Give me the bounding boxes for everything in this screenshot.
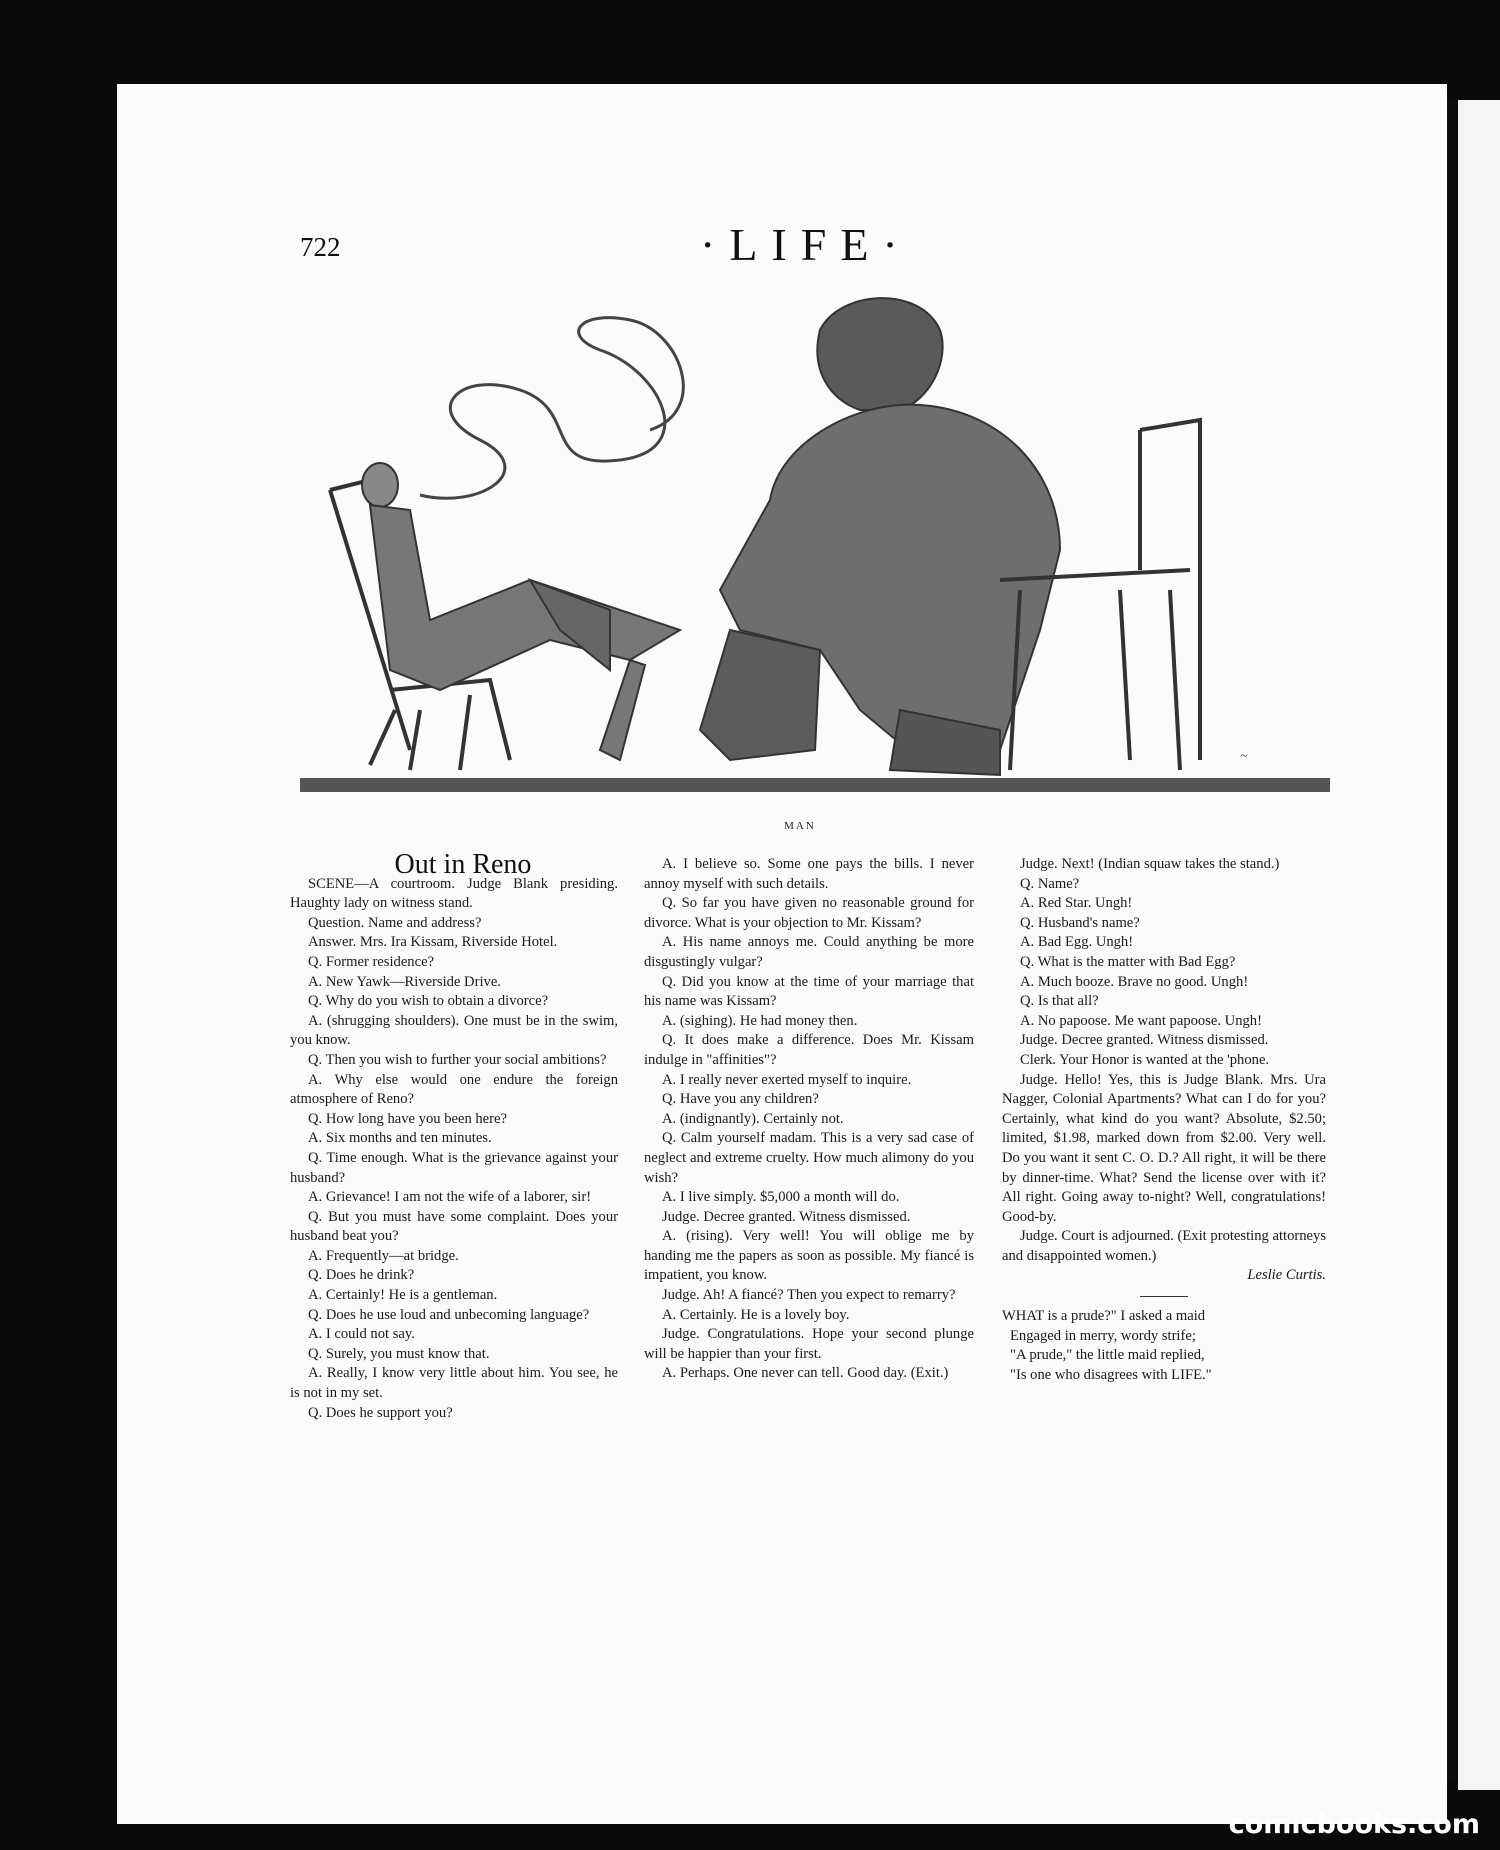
paragraph: A. Frequently—at bridge. xyxy=(308,1247,459,1264)
paragraph: Q. Does he use loud and unbecoming language? xyxy=(308,1306,590,1323)
column-2-text xyxy=(644,855,974,1384)
paragraph: Q. But you must have some complaint. Does your husband beat you? xyxy=(290,1208,618,1245)
paragraph: Question. Name and address? xyxy=(308,914,482,931)
article-title: Out in Reno xyxy=(394,849,532,880)
section-divider xyxy=(1140,1296,1188,1297)
seated-thin-man xyxy=(362,463,680,760)
paragraph: A. Much booze. Brave no good. Ungh! xyxy=(1020,973,1249,990)
paragraph: A. Red Star. Ungh! xyxy=(1020,895,1133,912)
paragraph: A. No papoose. Me want papoose. Ungh! xyxy=(1020,1012,1262,1029)
paragraph: A. His name annoys me. Could anything be more disgustingly vulgar? xyxy=(644,934,974,970)
paragraph: Q. Then you wish to further your social ambitions? xyxy=(308,1051,607,1068)
paragraph: A. New Yawk—Riverside Drive. xyxy=(308,973,501,990)
article-author: Leslie Curtis. xyxy=(1247,1267,1326,1284)
paragraph: Q. How long have you been here? xyxy=(308,1110,507,1127)
paragraph: Q. It does make a difference. Does Mr. Kissam indulge in "affinities"? xyxy=(644,1032,974,1068)
paragraph: Q. Name? xyxy=(1020,875,1080,892)
article-column-2 xyxy=(644,855,974,1384)
paragraph: Answer. Mrs. Ira Kissam, Riverside Hotel. xyxy=(308,934,558,951)
magazine-masthead: ·LIFE· xyxy=(700,219,912,270)
paragraph: A. (sighing). He had money then. xyxy=(662,1012,858,1029)
paragraph: Judge. Next! (Indian squaw takes the stand.) xyxy=(1020,856,1280,872)
paragraph: Q. Why do you wish to obtain a divorce? xyxy=(308,993,549,1010)
paragraph: A. Certainly! He is a gentleman. xyxy=(308,1287,498,1304)
poem-line: Engaged in merry, wordy strife; xyxy=(1010,1327,1196,1344)
paragraph: A. (rising). Very well! You will oblige me by handing me the papers as soon as possible. My fiancé is impatient, you know. xyxy=(644,1228,974,1284)
paragraph: A. Bad Egg. Ungh! xyxy=(1020,934,1134,951)
paragraph: Q. Does he drink? xyxy=(308,1267,415,1284)
cartoon-illustration xyxy=(300,290,1330,810)
artist-signature: ~ xyxy=(1240,749,1248,764)
paragraph: A. I could not say. xyxy=(308,1326,415,1343)
paragraph: Judge. Congratulations. Hope your second plunge will be happier than your first. xyxy=(644,1326,974,1362)
floor xyxy=(300,778,1330,792)
paragraph: A. Six months and ten minutes. xyxy=(308,1130,492,1147)
poem-line: "Is one who disagrees with LIFE." xyxy=(1010,1366,1212,1383)
column-3-text xyxy=(1002,855,1326,1266)
paragraph: Q. Is that all? xyxy=(1020,993,1099,1010)
paragraph: Q. Calm yourself madam. This is a very sad case of neglect and extreme cruelty. How much alimony do you wish? xyxy=(644,1130,974,1186)
paragraph: A. I live simply. $5,000 a month will do. xyxy=(662,1189,900,1206)
paragraph: Judge. Ah! A fiancé? Then you expect to remarry? xyxy=(662,1287,956,1304)
poem-line: "A prude," the little maid replied, xyxy=(1010,1347,1205,1364)
seated-large-man xyxy=(700,298,1060,775)
paragraph: Judge. Decree granted. Witness dismissed. xyxy=(662,1208,911,1225)
paragraph: A. (shrugging shoulders). One must be in the swim, you know. xyxy=(290,1012,618,1049)
poem-line: WHAT is a prude?" I asked a maid xyxy=(1002,1308,1206,1325)
article-column-3 xyxy=(1002,855,1326,1385)
column-1-text xyxy=(290,875,618,1424)
paragraph: Q. What is the matter with Bad Egg? xyxy=(1020,953,1236,970)
paragraph: A. Why else would one endure the foreign atmosphere of Reno? xyxy=(290,1071,618,1108)
watermark: comicbooks.com xyxy=(1228,1809,1480,1840)
paragraph: A. Grievance! I am not the wife of a laborer, sir! xyxy=(308,1189,592,1206)
paragraph: A. Perhaps. One never can tell. Good day. (Exit.) xyxy=(662,1365,949,1382)
illustration-caption: MAN xyxy=(784,820,816,832)
paragraph: Clerk. Your Honor is wanted at the 'phone. xyxy=(1020,1051,1270,1068)
paragraph: SCENE—A courtroom. Judge Blank presiding. Haughty lady on witness stand. xyxy=(290,875,618,912)
article-column-1 xyxy=(290,849,618,1423)
paragraph: A. I really never exerted myself to inquire. xyxy=(662,1071,912,1088)
cigarette-smoke xyxy=(420,318,683,499)
paragraph: Q. So far you have given no reasonable ground for divorce. What is your objection to Mr. Kissam? xyxy=(644,895,974,931)
poem xyxy=(1002,1307,1326,1385)
paragraph: Q. Husband's name? xyxy=(1020,914,1140,931)
paragraph: Q. Time enough. What is the grievance against your husband? xyxy=(290,1149,618,1186)
facing-page-edge xyxy=(1458,100,1500,1790)
paragraph: Q. Did you know at the time of your marriage that his name was Kissam? xyxy=(644,973,974,1010)
paragraph: Q. Surely, you must know that. xyxy=(308,1345,490,1362)
paragraph: Q. Former residence? xyxy=(308,953,435,970)
paragraph: Judge. Decree granted. Witness dismissed. xyxy=(1020,1032,1269,1049)
paragraph: Q. Does he support you? xyxy=(308,1404,453,1421)
paragraph: Judge. Hello! Yes, this is Judge Blank. Mrs. Ura Nagger, Colonial Apartments? What can I do for you? Certainly, what kind do you want? Absolute, $2.50; limited, $1.98, marked down from $2.00. Very well. Do you want it sent C. O. D.? All right, it will be there by dinner-time. What? Send the license over with it? All right. Going away to-night? Well, congratulations! Good-by. xyxy=(1002,1071,1326,1225)
page-number: 722 xyxy=(300,232,341,262)
paragraph: A. Certainly. He is a lovely boy. xyxy=(662,1306,850,1323)
paragraph: A. (indignantly). Certainly not. xyxy=(662,1110,844,1127)
paragraph: A. Really, I know very little about him. You see, he is not in my set. xyxy=(290,1365,618,1402)
paragraph: A. I believe so. Some one pays the bills. I never annoy myself with such details. xyxy=(644,856,974,892)
paragraph: Q. Have you any children? xyxy=(662,1091,819,1108)
paragraph: Judge. Court is adjourned. (Exit protesting attorneys and disappointed women.) xyxy=(1002,1228,1326,1264)
